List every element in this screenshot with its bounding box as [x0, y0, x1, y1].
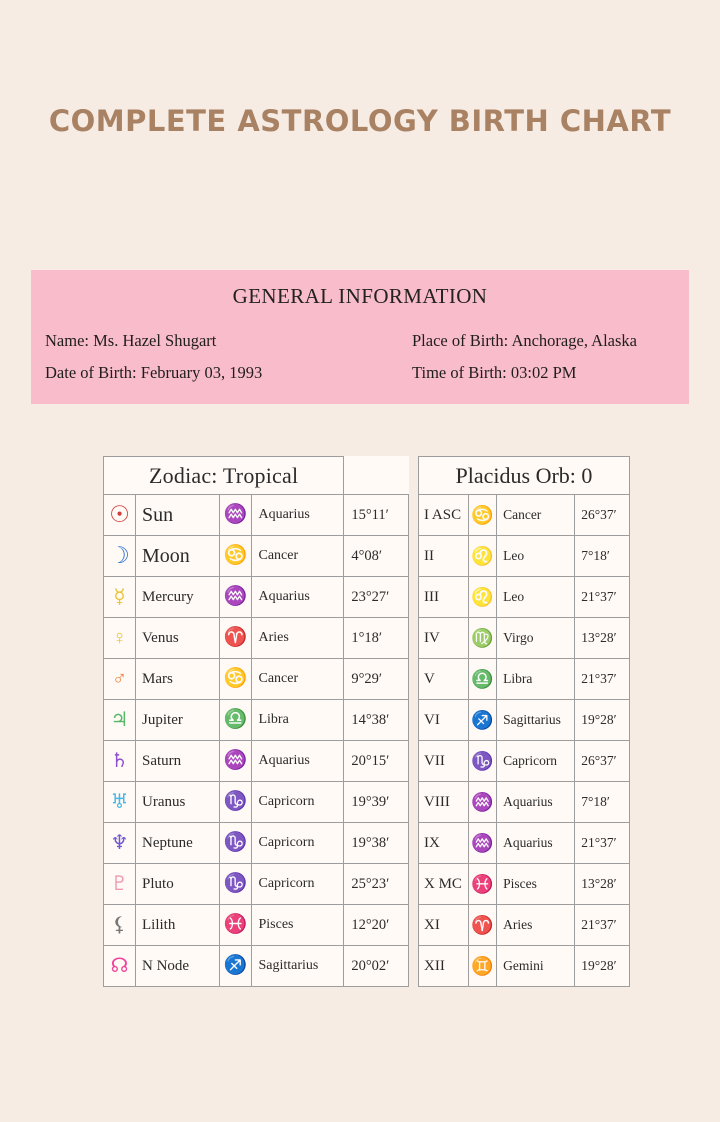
- table-row: [104, 495, 409, 536]
- planet-glyph-icon: ♀: [104, 618, 136, 659]
- field-date-of-birth: Date of Birth: February 03, 1993: [45, 363, 263, 382]
- zodiac-sign-glyph-icon: ♒: [219, 495, 252, 536]
- table-row: [419, 741, 630, 782]
- zodiac-sign-name: Gemini: [497, 946, 575, 987]
- planet-degree: 12°20′: [344, 905, 409, 946]
- zodiac-sign-name: Leo: [497, 536, 575, 577]
- table-row: [104, 741, 409, 782]
- zodiac-sign-glyph-icon: ♒: [219, 577, 252, 618]
- zodiac-sign-glyph-icon: ♑: [469, 741, 497, 782]
- table-row: [104, 700, 409, 741]
- houses-table-header: Placidus Orb: 0: [419, 457, 630, 495]
- zodiac-sign-glyph-icon: ♒: [219, 741, 252, 782]
- zodiac-sign-glyph-icon: ♌: [469, 536, 497, 577]
- zodiac-sign-name: Aquarius: [497, 782, 575, 823]
- planet-name: Pluto: [136, 864, 220, 905]
- planet-degree: 20°15′: [344, 741, 409, 782]
- planet-name: N Node: [136, 946, 220, 987]
- house-number: VI: [419, 700, 469, 741]
- house-number: VII: [419, 741, 469, 782]
- table-row: [104, 577, 409, 618]
- house-number: III: [419, 577, 469, 618]
- zodiac-sign-name: Pisces: [497, 864, 575, 905]
- field-name: Name: Ms. Hazel Shugart: [45, 331, 217, 350]
- zodiac-sign-glyph-icon: ♍: [469, 618, 497, 659]
- planet-name: Mercury: [136, 577, 220, 618]
- planets-table: [103, 456, 409, 987]
- planet-name: Lilith: [136, 905, 220, 946]
- house-number: V: [419, 659, 469, 700]
- planets-table-header: Zodiac: Tropical: [104, 457, 344, 495]
- table-row: [419, 577, 630, 618]
- zodiac-sign-glyph-icon: ♓: [219, 905, 252, 946]
- zodiac-sign-name: Capricorn: [497, 741, 575, 782]
- houses-table-body: [419, 495, 630, 987]
- field-time-of-birth: Time of Birth: 03:02 PM: [412, 363, 577, 382]
- zodiac-sign-name: Libra: [252, 700, 344, 741]
- house-degree: 21°37′: [575, 659, 630, 700]
- zodiac-sign-name: Cancer: [252, 536, 344, 577]
- zodiac-sign-glyph-icon: ♑: [219, 864, 252, 905]
- planet-glyph-icon: ⚸: [104, 905, 136, 946]
- house-degree: 26°37′: [575, 741, 630, 782]
- table-row: [419, 782, 630, 823]
- planet-degree: 15°11′: [344, 495, 409, 536]
- table-row: [419, 905, 630, 946]
- zodiac-sign-glyph-icon: ♐: [219, 946, 252, 987]
- zodiac-sign-name: Aries: [497, 905, 575, 946]
- zodiac-sign-name: Capricorn: [252, 823, 344, 864]
- table-row: [104, 864, 409, 905]
- house-degree: 21°37′: [575, 823, 630, 864]
- table-row: [104, 536, 409, 577]
- planet-degree: 25°23′: [344, 864, 409, 905]
- planet-glyph-icon: ♄: [104, 741, 136, 782]
- table-row: [419, 700, 630, 741]
- zodiac-sign-glyph-icon: ♋: [219, 659, 252, 700]
- zodiac-sign-glyph-icon: ♒: [469, 823, 497, 864]
- zodiac-sign-name: Aquarius: [497, 823, 575, 864]
- zodiac-sign-glyph-icon: ♑: [219, 782, 252, 823]
- planet-degree: 20°02′: [344, 946, 409, 987]
- planet-degree: 19°38′: [344, 823, 409, 864]
- house-number: IV: [419, 618, 469, 659]
- planet-name: Venus: [136, 618, 220, 659]
- house-degree: 7°18′: [575, 536, 630, 577]
- charts-container: [103, 456, 630, 987]
- planet-glyph-icon: ♆: [104, 823, 136, 864]
- general-information-grid: [31, 309, 689, 389]
- planet-degree: 19°39′: [344, 782, 409, 823]
- table-row: [104, 618, 409, 659]
- zodiac-sign-name: Leo: [497, 577, 575, 618]
- table-row: [104, 782, 409, 823]
- zodiac-sign-name: Aquarius: [252, 495, 344, 536]
- zodiac-sign-name: Pisces: [252, 905, 344, 946]
- zodiac-sign-name: Aries: [252, 618, 344, 659]
- planet-glyph-icon: ♂: [104, 659, 136, 700]
- planet-degree: 1°18′: [344, 618, 409, 659]
- house-number: IX: [419, 823, 469, 864]
- planet-glyph-icon: ☽: [104, 536, 136, 577]
- planet-name: Mars: [136, 659, 220, 700]
- planet-name: Saturn: [136, 741, 220, 782]
- table-row: [419, 823, 630, 864]
- planet-name: Sun: [136, 495, 220, 536]
- planet-degree: 4°08′: [344, 536, 409, 577]
- table-row: [419, 864, 630, 905]
- house-degree: 19°28′: [575, 700, 630, 741]
- houses-table: [418, 456, 630, 987]
- planet-degree: 9°29′: [344, 659, 409, 700]
- zodiac-sign-name: Capricorn: [252, 782, 344, 823]
- table-row: [104, 659, 409, 700]
- zodiac-sign-name: Cancer: [252, 659, 344, 700]
- table-row: [104, 946, 409, 987]
- house-degree: 26°37′: [575, 495, 630, 536]
- table-row: [419, 946, 630, 987]
- zodiac-sign-glyph-icon: ♑: [219, 823, 252, 864]
- house-degree: 19°28′: [575, 946, 630, 987]
- house-number: XI: [419, 905, 469, 946]
- zodiac-sign-name: Capricorn: [252, 864, 344, 905]
- zodiac-sign-name: Libra: [497, 659, 575, 700]
- planet-glyph-icon: ♇: [104, 864, 136, 905]
- house-degree: 21°37′: [575, 905, 630, 946]
- planet-name: Moon: [136, 536, 220, 577]
- planet-degree: 23°27′: [344, 577, 409, 618]
- zodiac-sign-glyph-icon: ♒: [469, 782, 497, 823]
- zodiac-sign-name: Aquarius: [252, 741, 344, 782]
- planet-glyph-icon: ☿: [104, 577, 136, 618]
- planet-glyph-icon: ☉: [104, 495, 136, 536]
- planet-glyph-icon: ♅: [104, 782, 136, 823]
- zodiac-sign-name: Sagittarius: [497, 700, 575, 741]
- planet-degree: 14°38′: [344, 700, 409, 741]
- table-row: [104, 905, 409, 946]
- page-title: COMPLETE ASTROLOGY BIRTH CHART: [48, 104, 672, 138]
- zodiac-sign-glyph-icon: ♎: [469, 659, 497, 700]
- table-row: [419, 618, 630, 659]
- planet-glyph-icon: ☊: [104, 946, 136, 987]
- house-number: VIII: [419, 782, 469, 823]
- zodiac-sign-glyph-icon: ♈: [219, 618, 252, 659]
- table-row: [419, 536, 630, 577]
- table-row: [104, 823, 409, 864]
- zodiac-sign-glyph-icon: ♊: [469, 946, 497, 987]
- house-number: X MC: [419, 864, 469, 905]
- zodiac-sign-name: Cancer: [497, 495, 575, 536]
- zodiac-sign-glyph-icon: ♌: [469, 577, 497, 618]
- planets-table-body: [104, 495, 409, 987]
- zodiac-sign-name: Aquarius: [252, 577, 344, 618]
- zodiac-sign-glyph-icon: ♋: [219, 536, 252, 577]
- zodiac-sign-name: Virgo: [497, 618, 575, 659]
- general-information-heading: GENERAL INFORMATION: [232, 284, 488, 308]
- planet-name: Neptune: [136, 823, 220, 864]
- house-degree: 13°28′: [575, 864, 630, 905]
- zodiac-sign-glyph-icon: ♐: [469, 700, 497, 741]
- general-information-panel: [31, 270, 689, 404]
- table-row: [419, 659, 630, 700]
- zodiac-sign-name: Sagittarius: [252, 946, 344, 987]
- table-row: [419, 495, 630, 536]
- zodiac-sign-glyph-icon: ♓: [469, 864, 497, 905]
- planet-name: Uranus: [136, 782, 220, 823]
- zodiac-sign-glyph-icon: ♋: [469, 495, 497, 536]
- house-number: II: [419, 536, 469, 577]
- house-number: I ASC: [419, 495, 469, 536]
- house-degree: 21°37′: [575, 577, 630, 618]
- house-degree: 7°18′: [575, 782, 630, 823]
- house-number: XII: [419, 946, 469, 987]
- zodiac-sign-glyph-icon: ♎: [219, 700, 252, 741]
- planet-glyph-icon: ♃: [104, 700, 136, 741]
- field-place-of-birth: Place of Birth: Anchorage, Alaska: [412, 331, 637, 350]
- zodiac-sign-glyph-icon: ♈: [469, 905, 497, 946]
- planet-name: Jupiter: [136, 700, 220, 741]
- house-degree: 13°28′: [575, 618, 630, 659]
